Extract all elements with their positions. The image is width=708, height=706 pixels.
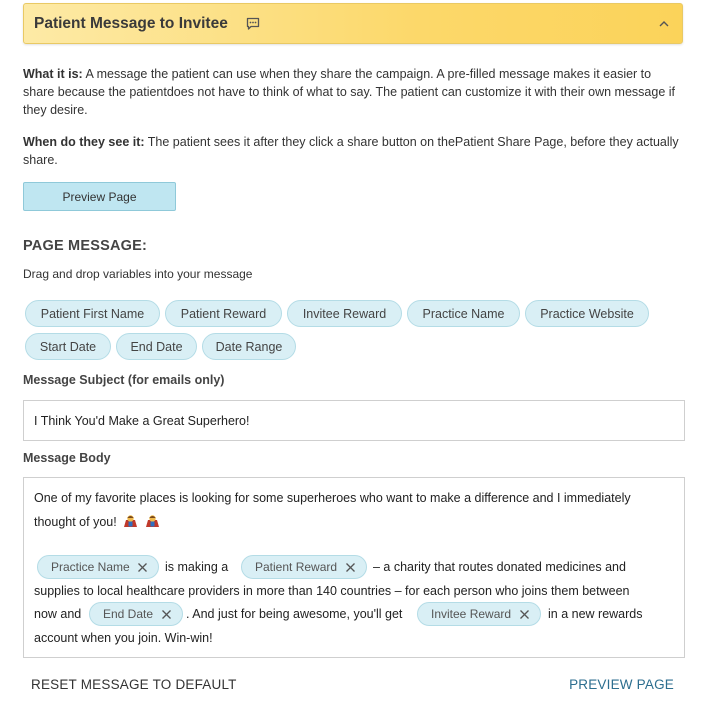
superhero-emoji-icon bbox=[145, 514, 160, 528]
what-it-is-label: What it is: bbox=[23, 67, 83, 81]
body-text-is-making: is making a bbox=[165, 560, 229, 574]
when-they-see-it-label: When do they see it: bbox=[23, 135, 145, 149]
reset-message-button[interactable]: RESET MESSAGE TO DEFAULT bbox=[31, 677, 237, 692]
body-line-2 bbox=[34, 514, 160, 529]
body-tag-label: Patient Reward bbox=[255, 560, 338, 574]
body-tag-label: Invitee Reward bbox=[431, 607, 512, 621]
variable-chip-invitee-reward[interactable]: Invitee Reward bbox=[287, 300, 402, 327]
body-line-2-text: thought of you! bbox=[34, 515, 117, 529]
variable-chip-date-range[interactable]: Date Range bbox=[202, 333, 296, 360]
what-it-is-description: A message the patient can use when they share the campaign. A pre-filled message makes it easier to share because the patientdoes not have to think of what to say. The patient can customize it with their own message if they desire. bbox=[23, 67, 675, 117]
body-text-now-and: now and bbox=[34, 607, 82, 621]
chevron-up-icon[interactable] bbox=[656, 16, 672, 32]
body-line-4: supplies to local healthcare providers in more than 140 countries – for each person who joins them between bbox=[34, 584, 630, 598]
body-tag-invitee-reward[interactable] bbox=[417, 602, 541, 626]
body-tag-end-date[interactable] bbox=[89, 602, 183, 626]
section-title: Patient Message to Invitee bbox=[34, 15, 228, 32]
close-icon[interactable] bbox=[137, 562, 148, 573]
variable-chip-patient-reward[interactable]: Patient Reward bbox=[165, 300, 282, 327]
drag-drop-hint: Drag and drop variables into your message bbox=[23, 267, 253, 281]
body-text-charity: – a charity that routes donated medicines and bbox=[373, 560, 626, 574]
body-line-1: One of my favorite places is looking for some superheroes who want to make a difference and I immediately bbox=[34, 491, 631, 505]
body-tag-label: End Date bbox=[103, 607, 154, 621]
when-they-see-it-description: The patient sees it after they click a share button on thePatient Share Page, before they actually share. bbox=[23, 135, 679, 167]
message-body-label: Message Body bbox=[23, 451, 111, 465]
body-tag-patient-reward[interactable] bbox=[241, 555, 367, 579]
preview-page-link[interactable]: PREVIEW PAGE bbox=[569, 677, 674, 692]
variable-chip-practice-name[interactable]: Practice Name bbox=[407, 300, 520, 327]
variable-chip-start-date[interactable]: Start Date bbox=[25, 333, 111, 360]
variable-chip-patient-first-name[interactable]: Patient First Name bbox=[25, 300, 160, 327]
close-icon[interactable] bbox=[161, 609, 172, 620]
chat-bubble-icon bbox=[246, 17, 260, 31]
page-message-title: PAGE MESSAGE: bbox=[23, 238, 147, 254]
body-tag-practice-name[interactable] bbox=[37, 555, 159, 579]
message-body-editor[interactable] bbox=[23, 477, 685, 658]
close-icon[interactable] bbox=[345, 562, 356, 573]
section-header[interactable] bbox=[23, 3, 683, 44]
what-it-is-text bbox=[23, 65, 683, 119]
message-subject-input[interactable] bbox=[23, 400, 685, 441]
close-icon[interactable] bbox=[519, 609, 530, 620]
message-subject-label: Message Subject (for emails only) bbox=[23, 373, 225, 387]
body-text-awesome: . And just for being awesome, you'll get bbox=[186, 607, 403, 621]
body-text-new-rewards: in a new rewards bbox=[548, 607, 643, 621]
when-they-see-it-text bbox=[23, 133, 683, 169]
preview-page-button[interactable]: Preview Page bbox=[23, 182, 176, 211]
superhero-emoji-icon bbox=[123, 514, 138, 528]
body-line-6: account when you join. Win-win! bbox=[34, 631, 213, 645]
variable-chip-end-date[interactable]: End Date bbox=[116, 333, 197, 360]
variable-chip-practice-website[interactable]: Practice Website bbox=[525, 300, 649, 327]
body-tag-label: Practice Name bbox=[51, 560, 130, 574]
